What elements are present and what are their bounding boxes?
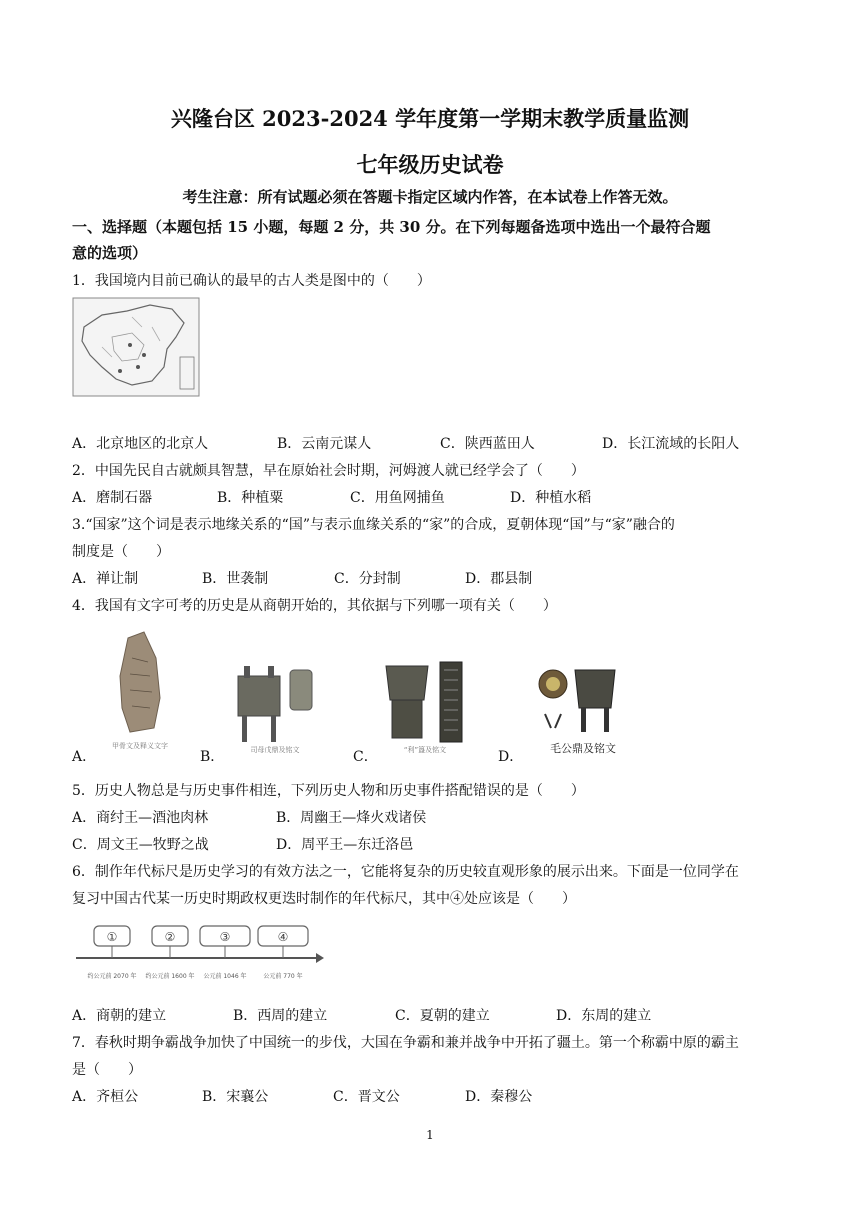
question-1-option-d: D．长江流域的长阳人 — [602, 436, 740, 452]
question-6-stem: 6．制作年代标尺是历史学习的有效方法之一，它能将复杂的历史较直观形象的展示出来。下面是一位同学在 — [72, 864, 739, 880]
li-gui-caption: “利”簋及铭文 — [403, 746, 447, 754]
question-3-option-b: B．世袭制 — [202, 571, 269, 587]
question-2-option-c: C．用鱼网捕鱼 — [350, 490, 445, 506]
question-3-stem-cont: 制度是（ ） — [72, 544, 170, 560]
timeline-marker-2: ② — [164, 930, 176, 944]
question-2-option-a: A．磨制石器 — [72, 490, 153, 506]
question-6-option-d: D．东周的建立 — [556, 1008, 652, 1024]
question-3-option-d: D．郡县制 — [465, 571, 533, 587]
question-5-option-d: D．周平王—东迁洛邑 — [276, 837, 414, 853]
question-7-stem: 7．春秋时期争霸战争加快了中国统一的步伐，大国在争霸和兼并战争中开拓了疆土。第一个称霸中原的霸主 — [72, 1035, 739, 1051]
timeline-image — [72, 918, 328, 988]
question-5-option-a: A．商纣王—酒池肉林 — [72, 810, 209, 826]
question-5-stem: 5．历史人物总是与历史事件相连，下列历史人物和历史事件搭配错误的是（ ） — [72, 783, 585, 799]
timeline-markers — [94, 926, 308, 958]
oracle-bone-caption: 甲骨文及释义文字 — [112, 742, 168, 750]
timeline-date-4: 公元前 770 年 — [263, 973, 303, 980]
question-4-stem: 4．我国有文字可考的历史是从商朝开始的，其依据与下列哪一项有关（ ） — [72, 598, 557, 614]
question-7-option-b: B．宋襄公 — [202, 1089, 269, 1105]
simuwu-ding-caption: 司母戊鼎及铭文 — [250, 746, 300, 754]
question-4-option-b: B． — [200, 749, 225, 765]
question-1-option-c: C．陕西蓝田人 — [440, 436, 535, 452]
china-map-image — [72, 297, 200, 397]
section-heading-cont: 意的选项） — [72, 244, 148, 262]
question-7-option-d: D．秦穆公 — [465, 1089, 533, 1105]
question-4-option-c: C． — [353, 749, 378, 765]
timeline-marker-3: ③ — [219, 930, 231, 944]
question-3-option-c: C．分封制 — [334, 571, 401, 587]
question-7-stem-cont: 是（ ） — [72, 1062, 142, 1078]
question-6-option-a: A．商朝的建立 — [72, 1008, 167, 1024]
question-5-option-b: B．周幽王—烽火戏诸侯 — [276, 810, 427, 826]
simuwu-ding-image — [230, 656, 320, 756]
question-2-stem: 2．中国先民自古就颇具智慧，早在原始社会时期，河姆渡人就已经学会了（ ） — [72, 463, 585, 479]
timeline-date-2: 约公元前 1600 年 — [145, 973, 195, 980]
exam-subtitle: 七年级历史试卷 — [356, 152, 504, 177]
question-1-option-a: A．北京地区的北京人 — [72, 436, 209, 452]
exam-notice: 考生注意：所有试题必须在答题卡指定区域内作答，在本试卷上作答无效。 — [182, 188, 678, 206]
question-4-option-a: A． — [72, 749, 97, 765]
question-2-option-d: D．种植水稻 — [510, 490, 592, 506]
question-3-option-a: A．禅让制 — [72, 571, 139, 587]
question-1-stem: 1．我国境内目前已确认的最早的古人类是图中的（ ） — [72, 273, 431, 289]
oracle-bone-image — [100, 628, 180, 752]
question-6-stem-cont: 复习中国古代某一历史时期政权更迭时制作的年代标尺，其中④处应该是（ ） — [72, 891, 576, 907]
question-2-option-b: B．种植粟 — [217, 490, 284, 506]
question-3-stem: 3.“国家”这个词是表示地缘关系的“国”与表示血缘关系的“家”的合成，夏朝体现“国”与“家”融合的 — [72, 517, 675, 533]
section-heading: 一、选择题（本题包括 15 小题，每题 2 分，共 30 分。在下列每题备选项中选出一个最符合题 — [72, 218, 711, 236]
question-1-option-b: B．云南元谋人 — [277, 436, 372, 452]
timeline-date-1: 约公元前 2070 年 — [87, 973, 137, 980]
question-6-option-b: B．西周的建立 — [233, 1008, 328, 1024]
maogong-ding-image — [535, 658, 625, 758]
page-number: 1 — [426, 1128, 434, 1142]
question-6-option-c: C．夏朝的建立 — [395, 1008, 490, 1024]
maogong-ding-caption: 毛公鼎及铭文 — [550, 742, 616, 755]
exam-title: 兴隆台区 2023-2024 学年度第一学期末教学质量监测 — [170, 106, 690, 131]
timeline-marker-4: ④ — [277, 930, 289, 944]
li-gui-image — [380, 660, 470, 756]
question-7-option-c: C．晋文公 — [333, 1089, 400, 1105]
question-5-option-c: C．周文王—牧野之战 — [72, 837, 209, 853]
question-7-option-a: A．齐桓公 — [72, 1089, 139, 1105]
question-4-option-d: D． — [498, 749, 524, 765]
timeline-date-3: 公元前 1046 年 — [203, 973, 247, 980]
timeline-marker-1: ① — [106, 930, 118, 944]
